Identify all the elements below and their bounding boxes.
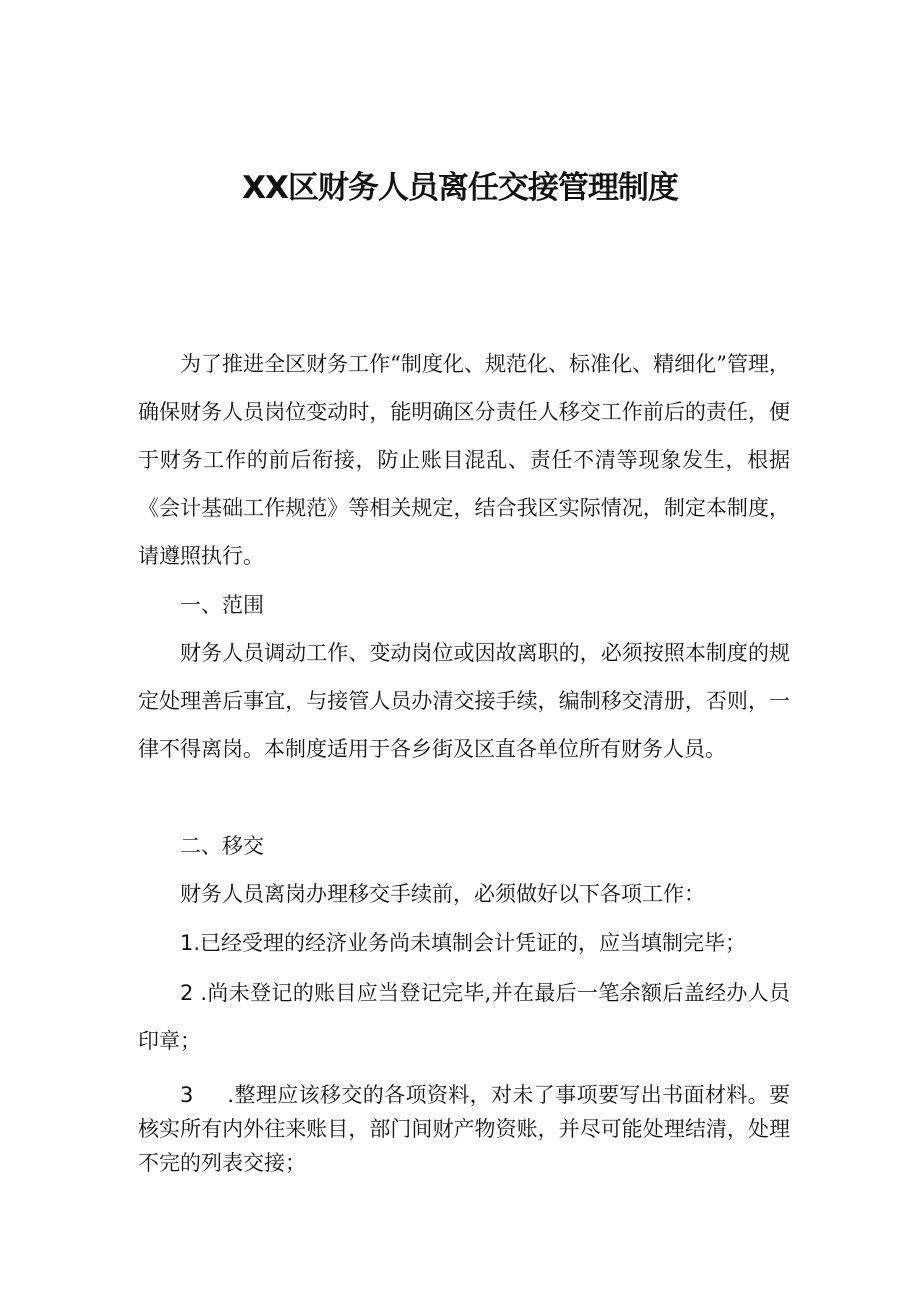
section2-heading: 二、移交 <box>180 834 264 858</box>
list-item-1 <box>138 919 790 967</box>
section1-heading: 一、范围 <box>180 593 264 617</box>
list-item-number: 2 . <box>180 981 208 1005</box>
list-item-text: 尚未登记的账目应当登记完毕,并在最后一笔余额后盖经办人员印章； <box>138 981 790 1053</box>
section2-lead: 财务人员离岗办理移交手续前，必须做好以下各项工作： <box>180 882 705 906</box>
list-item-number-suffix: . <box>227 1083 235 1107</box>
list-item-text: 已经受理的经济业务尚未填制会计凭证的，应当填制完毕； <box>200 931 747 955</box>
list-item-number: 3 <box>180 1083 194 1107</box>
section1-body: 财务人员调动工作、变动岗位或因故离职的，必须按照本制度的规定处理善后事宜，与接管人员办清交接手续，编制移交清册，否则，一律不得离岗。本制度适用于各乡街及区直各单位所有财务人员。 <box>138 641 790 761</box>
list-item-3 <box>138 1078 790 1180</box>
list-item-number: 1. <box>180 931 201 955</box>
document-title: XX区财务人员离任交接管理制度 <box>242 170 678 206</box>
list-item-2 <box>138 969 790 1065</box>
intro-paragraph: 为了推进全区财务工作“制度化、规范化、标准化、精细化”管理，确保财务人员岗位变动时，能明确区分责任人移交工作前后的责任，便于财务工作的前后衔接，防止账目混乱、责任不清等现象发生，根据《会计基础工作规范》等相关规定，结合我区实际情况，制定本制度，请遵照执行。 <box>138 352 790 568</box>
list-item-text: 整理应该移交的各项资料，对未了事项要写出书面材料。要核实所有内外往来账目，部门间财产物资账，并尽可能处理结清，处理不完的列表交接； <box>138 1083 790 1175</box>
